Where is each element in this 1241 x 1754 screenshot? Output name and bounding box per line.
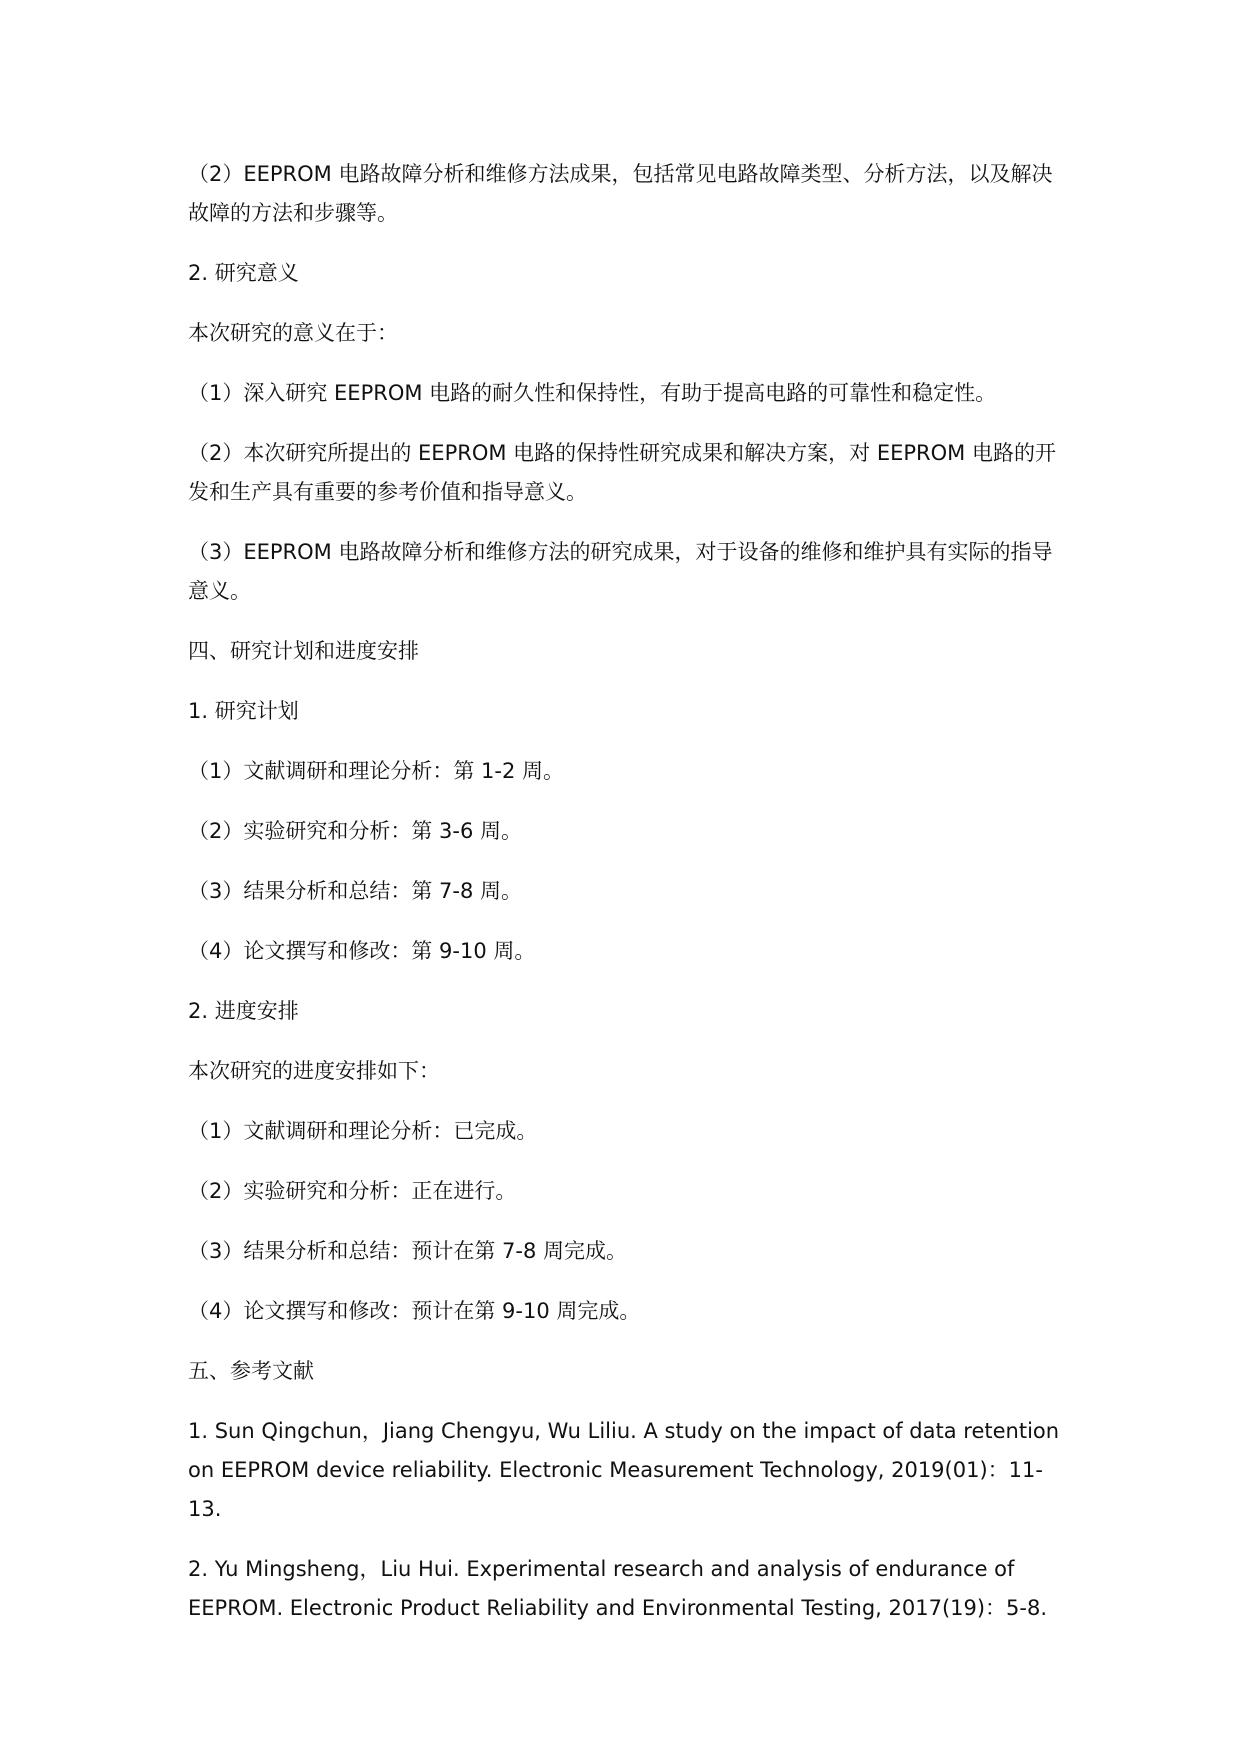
paragraph-progress-intro: 本次研究的进度安排如下： <box>188 1059 440 1083</box>
paragraph-significance-2: （2）本次研究所提出的 EEPROM 电路的保持性研究成果和解决方案，对 EEPROM 电路的开发和生产具有重要的参考价值和指导意义。 <box>188 441 1056 504</box>
paragraph-significance-intro: 本次研究的意义在于： <box>188 321 398 345</box>
paragraph-fault-analysis-results: （2）EEPROM 电路故障分析和维修方法成果，包括常见电路故障类型、分析方法，以及解决故障的方法和步骤等。 <box>188 162 1053 225</box>
heading-references: 五、参考文献 <box>188 1359 314 1383</box>
progress-item-2: （2）实验研究和分析：正在进行。 <box>188 1179 517 1203</box>
paragraph-significance-1: （1）深入研究 EEPROM 电路的耐久性和保持性，有助于提高电路的可靠性和稳定性。 <box>188 381 997 405</box>
plan-item-2: （2）实验研究和分析：第 3-6 周。 <box>188 819 523 843</box>
progress-item-4: （4）论文撰写和修改：预计在第 9-10 周完成。 <box>188 1299 641 1323</box>
plan-item-1: （1）文献调研和理论分析：第 1-2 周。 <box>188 759 565 783</box>
heading-progress-schedule: 2. 进度安排 <box>188 999 299 1023</box>
paragraph-significance-3: （3）EEPROM 电路故障分析和维修方法的研究成果，对于设备的维修和维护具有实际的指导意义。 <box>188 540 1053 603</box>
plan-item-4: （4）论文撰写和修改：第 9-10 周。 <box>188 939 536 963</box>
reference-item-1: 1. Sun Qingchun，Jiang Chengyu, Wu Liliu. A study on the impact of data retention on EEPROM device reliability. Electronic Measurement Technology, 2019(01)：11-13. <box>188 1419 1060 1521</box>
progress-item-3: （3）结果分析和总结：预计在第 7-8 周完成。 <box>188 1239 628 1263</box>
progress-item-1: （1）文献调研和理论分析：已完成。 <box>188 1119 538 1143</box>
plan-item-3: （3）结果分析和总结：第 7-8 周。 <box>188 879 523 903</box>
heading-research-significance: 2. 研究意义 <box>188 261 299 285</box>
heading-plan-and-schedule: 四、研究计划和进度安排 <box>188 639 419 663</box>
reference-item-2: 2. Yu Mingsheng，Liu Hui. Experimental research and analysis of endurance of EEPROM. Electronic Product Reliability and Environmental Testing, 2017(19)：5-8. <box>188 1557 1048 1620</box>
heading-research-plan: 1. 研究计划 <box>188 699 299 723</box>
document-body <box>188 155 1068 1649</box>
